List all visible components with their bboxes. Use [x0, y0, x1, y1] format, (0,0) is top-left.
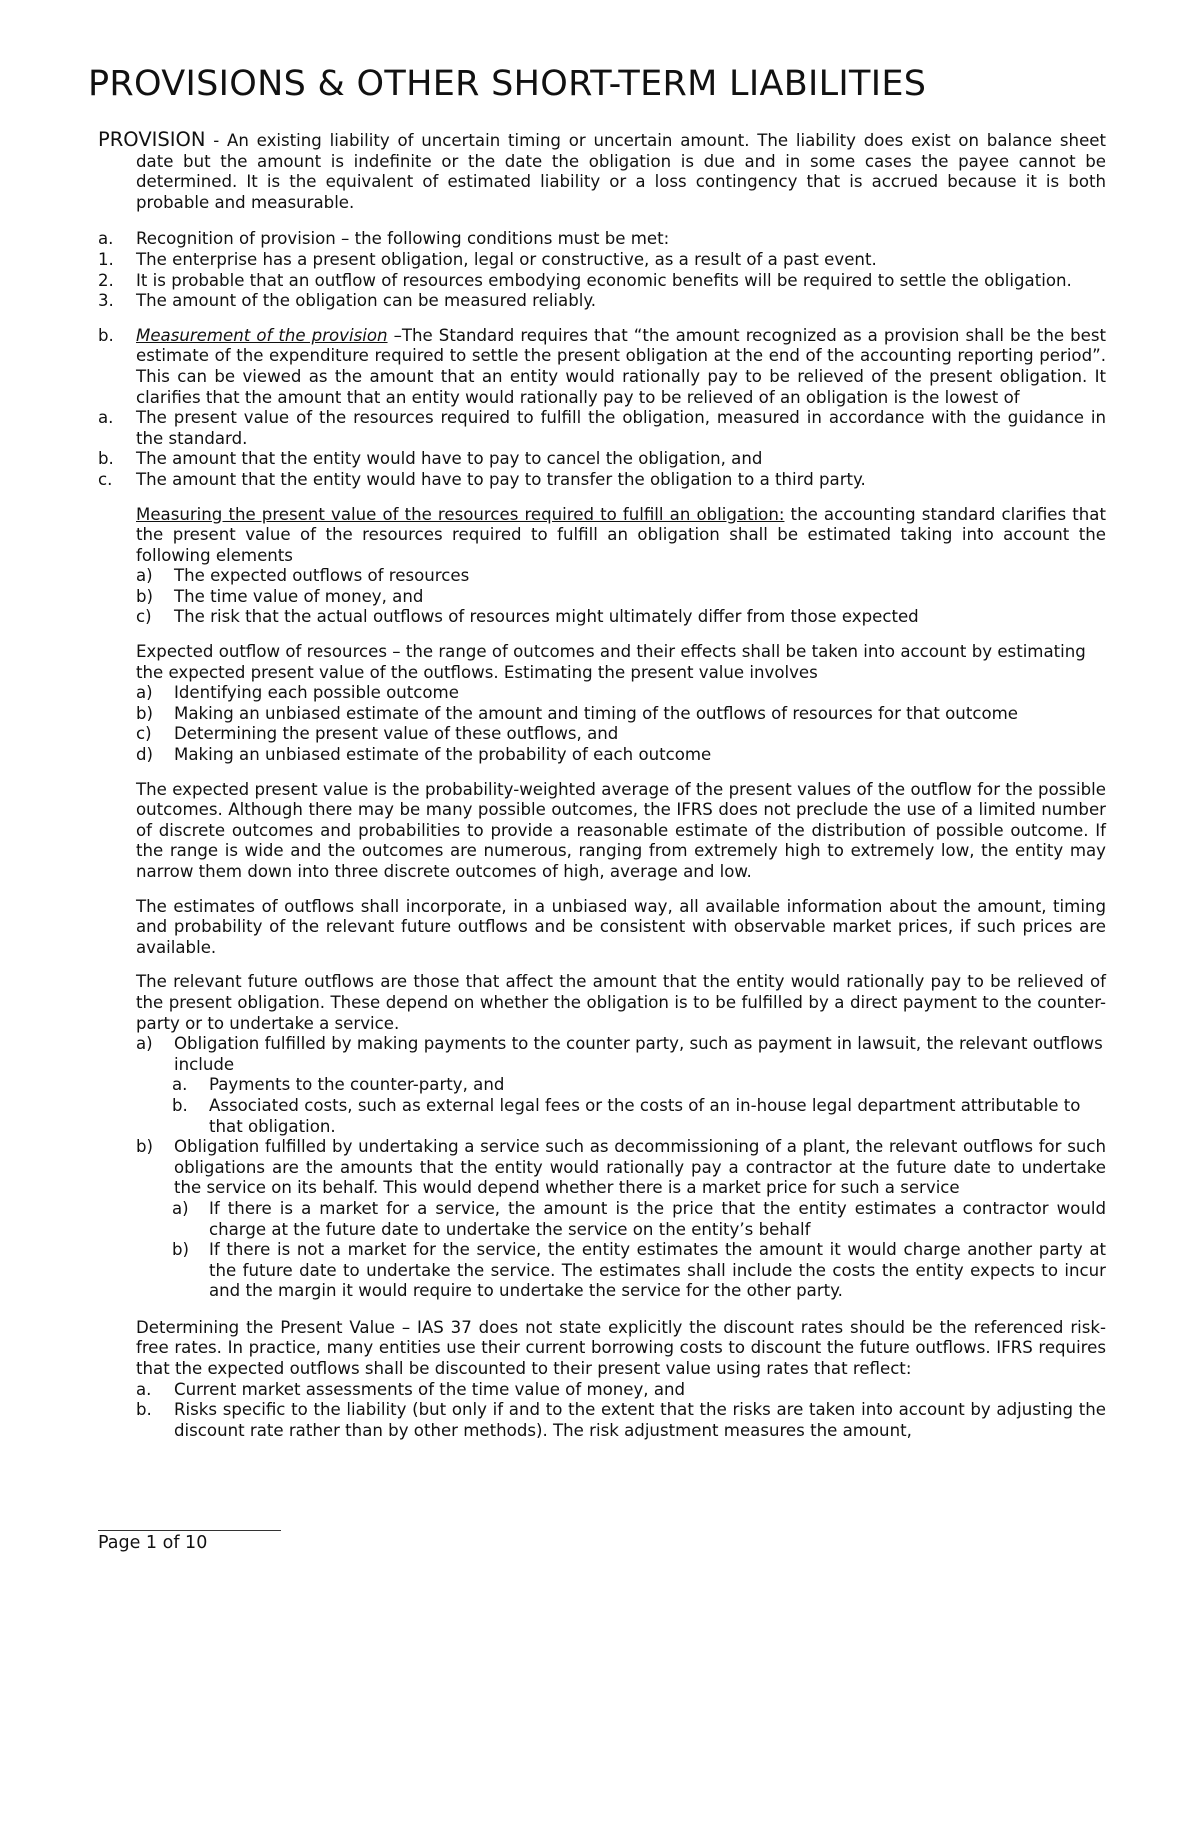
list-marker: a. [98, 408, 114, 428]
list-item: a) Obligation fulfilled by making payments to the counter party, such as payment in lawsuit, the relevant outflows include [136, 1034, 1103, 1074]
list-marker: b) [136, 1137, 154, 1157]
list-item: 1. The enterprise has a present obligation, legal or constructive, as a result of a past event. [98, 249, 877, 269]
paragraph-expected-pv: The expected present value is the probability-weighted average of the present values of the outflow for the possible outcomes. Although there may be many possible outcomes, the IFRS does not preclude the use of a limited number of discrete outcomes and probabilities to provide a reasonable estimate of the distribution of possible outcome. If the range is wide and the outcomes are numerous, ranging from extremely high to extremely low, the entity may narrow them down into three discrete outcomes of high, average and low. [136, 779, 1106, 881]
page-number: Page 1 of 10 [98, 1533, 208, 1553]
underlined-heading: Measuring the present value of the resources required to fulfill an obligation: [136, 504, 785, 524]
sub-list-item: a. Payments to the counter-party, and [172, 1075, 505, 1095]
list-item: b. Risks specific to the liability (but only if and to the extent that the risks are taken into account by adjusting the discount rate rather than by other methods). The risk adjustment measures the amount, [136, 1400, 1106, 1440]
list-marker: a) [172, 1198, 189, 1218]
list-marker: a) [136, 683, 153, 703]
relevant-outflows [98, 972, 1106, 1302]
list-marker: b) [136, 703, 154, 723]
measuring-present-value [98, 505, 1106, 629]
list-item: b) Obligation fulfilled by undertaking a service such as decommissioning of a plant, the relevant outflows for such obligations are the amounts that the entity would rationally pay a contractor at the future date to undertake the service on its behalf. This would depend whether there is a market price for such a service [136, 1137, 1106, 1198]
section-b-heading: b. Measurement of the provision –The Standard requires that “the amount recognized as a provision shall be the best estimate of the expenditure required to settle the present obligation at the end of the accounting reporting period”. This can be viewed as the amount that an entity would rationally pay to be relieved of the present obligation. It clarifies that the amount that an entity would rationally pay to be relieved of an obligation is the lowest of [98, 325, 1107, 407]
page-title: PROVISIONS & OTHER SHORT-TERM LIABILITIES [88, 64, 927, 104]
sub-list-item: a) If there is a market for a service, the amount is the price that the entity estimates a contractor would charge at the future date to undertake the service on the entity’s behalf [172, 1198, 1106, 1239]
sub-list-item: b) If there is not a market for the service, the entity estimates the amount it would charge another party at the future date to undertake the service. The estimates shall include the costs the entity expects to incur and the margin it would require to undertake the service for the other party. [172, 1240, 1106, 1301]
list-item: a. The present value of the resources required to fulfill the obligation, measured in accordance with the guidance in the standard. [98, 408, 1106, 448]
list-item: b) The time value of money, and [136, 586, 424, 606]
paragraph: Measuring the present value of the resources required to fulfill an obligation: the accounting standard clarifies that the present value of the resources required to fulfill an obligation shall be estimated taking into account the following elements [136, 504, 1106, 565]
list-item: b) Making an unbiased estimate of the amount and timing of the outflows of resources for that outcome [136, 703, 1018, 723]
list-marker: 3. [98, 291, 114, 311]
list-marker: d) [136, 745, 154, 765]
list-item: b. The amount that the entity would have to pay to cancel the obligation, and [98, 449, 763, 469]
measurement-heading: Measurement of the provision [136, 325, 388, 345]
sub-list-item: b. Associated costs, such as external legal fees or the costs of an in-house legal department attributable to that obligation. [172, 1095, 1081, 1136]
list-marker: a. [98, 229, 114, 249]
list-item: c) The risk that the actual outflows of resources might ultimately differ from those expected [136, 607, 919, 627]
section-a-heading: a. Recognition of provision – the following conditions must be met: [98, 229, 670, 249]
definition-term: PROVISION [98, 128, 206, 151]
section-recognition [98, 229, 1106, 311]
paragraph: The relevant future outflows are those that affect the amount that the entity would rationally pay to be relieved of the present obligation. These depend on whether the obligation is to be fulfilled by a direct payment to the counter-party or to undertake a service. [136, 972, 1106, 1033]
list-item: 2. It is probable that an outflow of resources embodying economic benefits will be required to settle the obligation. [98, 270, 1072, 290]
list-marker: a. [172, 1075, 188, 1095]
list-marker: c) [136, 724, 152, 744]
paragraph-estimates: The estimates of outflows shall incorporate, in a unbiased way, all available information about the amount, timing and probability of the relevant future outflows and be consistent with observable market prices, if such prices are available. [136, 896, 1106, 957]
footer-divider [98, 1530, 281, 1531]
list-marker: a) [136, 566, 153, 586]
paragraph: Expected outflow of resources – the range of outcomes and their effects shall be taken into account by estimating the expected present value of the outflows. Estimating the present value involves [136, 642, 1086, 682]
list-marker: 1. [98, 249, 114, 269]
list-marker: a) [136, 1034, 153, 1054]
list-marker: c. [98, 469, 113, 489]
list-item: a) The expected outflows of resources [136, 566, 470, 586]
paragraph: Determining the Present Value – IAS 37 does not state explicitly the discount rates should be the referenced risk-free rates. In practice, many entities use their current borrowing costs to discount the future outflows. IFRS requires that the expected outflows shall be discounted to their present value using rates that reflect: [136, 1317, 1106, 1379]
list-marker: b) [136, 586, 154, 606]
list-marker: c) [136, 607, 152, 627]
section-measurement [98, 326, 1106, 491]
list-item: c. The amount that the entity would have to pay to transfer the obligation to a third party. [98, 469, 866, 489]
list-marker: b) [172, 1240, 190, 1260]
determining-present-value [98, 1318, 1106, 1442]
list-item: c) Determining the present value of these outflows, and [136, 724, 619, 744]
definition-text: - An existing liability of uncertain timing or uncertain amount. The liability does exist on balance sheet date but the amount is indefinite or the date the obligation is due and in some cases the payee cannot be determined. It is the equivalent of estimated liability or a loss contingency that is accrued because it is both probable and measurable. [136, 131, 1106, 212]
document-body [98, 130, 1106, 1441]
provision-definition [98, 130, 1106, 213]
list-marker: b. [98, 325, 114, 345]
list-marker: 2. [98, 270, 114, 290]
list-marker: b. [98, 449, 114, 469]
list-marker: a. [136, 1379, 152, 1399]
list-item: a) Identifying each possible outcome [136, 683, 459, 703]
list-marker: b. [172, 1095, 188, 1115]
list-item: a. Current market assessments of the time value of money, and [136, 1379, 686, 1399]
list-marker: b. [136, 1400, 152, 1420]
list-item: 3. The amount of the obligation can be measured reliably. [98, 291, 597, 311]
expected-outflow [98, 642, 1106, 766]
list-item: d) Making an unbiased estimate of the probability of each outcome [136, 745, 712, 765]
